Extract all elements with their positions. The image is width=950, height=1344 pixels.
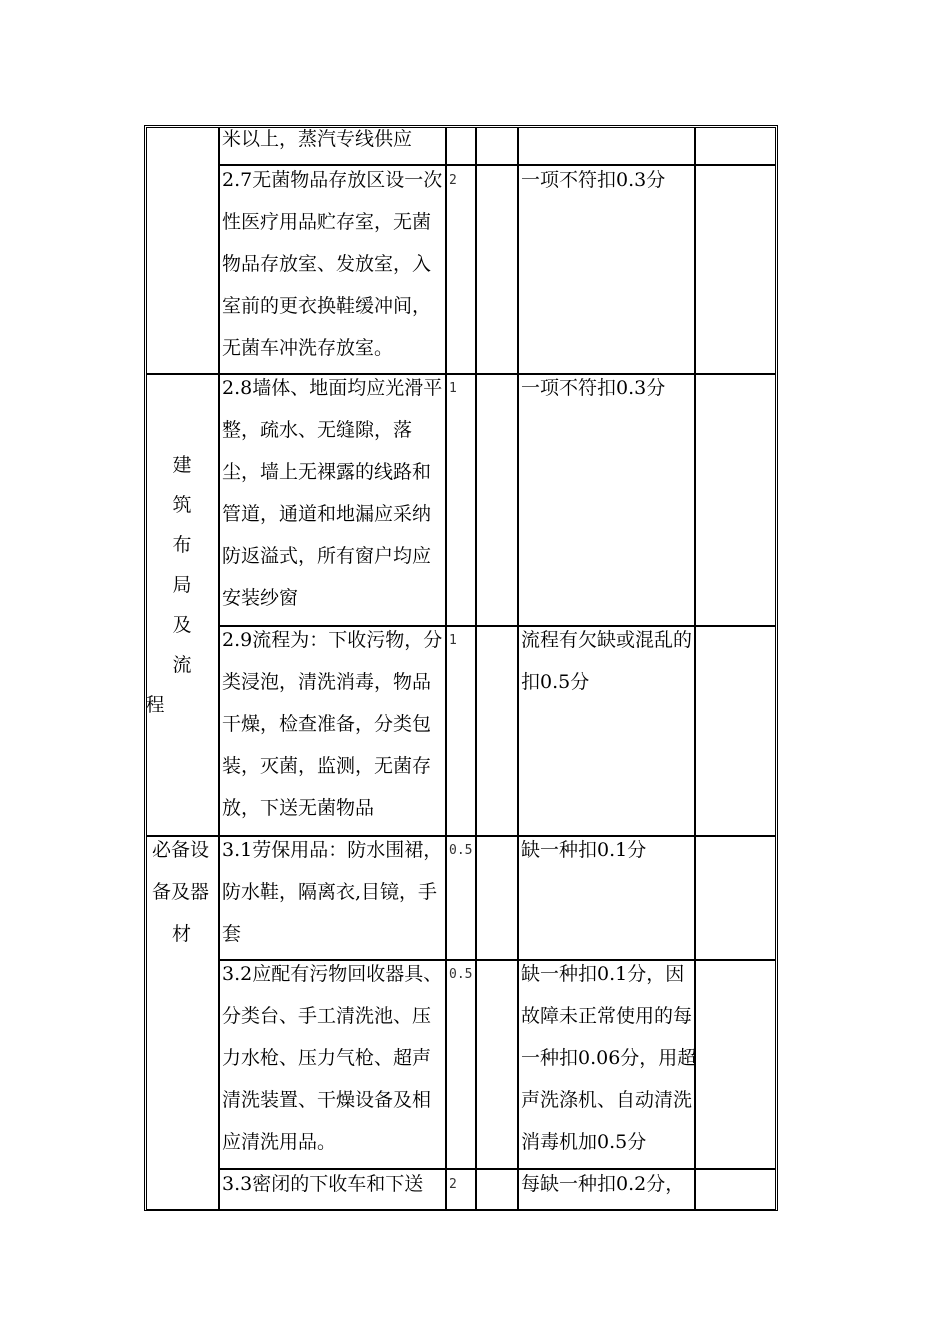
blank-cell bbox=[476, 836, 518, 960]
blank-cell bbox=[476, 1169, 518, 1210]
content-line: 米以上，蒸汽专线供应 bbox=[222, 128, 413, 150]
remark-cell bbox=[695, 374, 776, 626]
score-value: 2 bbox=[449, 1177, 457, 1192]
score-value: 1 bbox=[449, 381, 457, 396]
content-line: 防返溢式，所有窗户均应 bbox=[222, 545, 432, 567]
content-line: 尘，墙上无裸露的线路和 bbox=[222, 461, 432, 483]
blank-cell bbox=[476, 374, 518, 626]
deduction-line: 消毒机加0.5分 bbox=[521, 1131, 647, 1153]
remark-cell bbox=[695, 626, 776, 836]
content-line: 3.1劳保用品：防水围裙， bbox=[222, 839, 443, 861]
content-line: 管道，通道和地漏应采纳 bbox=[222, 503, 432, 525]
deduction-line: 故障未正常使用的每 bbox=[521, 1005, 693, 1027]
blank-cell bbox=[476, 165, 518, 374]
content-line: 2.8墙体、地面均应光滑平 bbox=[222, 377, 443, 399]
category-char: 程 bbox=[145, 694, 165, 716]
category-line: 备及器 bbox=[152, 881, 210, 903]
content-line: 整，疏水、无缝隙，落 bbox=[222, 419, 413, 441]
content-line: 安装纱窗 bbox=[222, 587, 299, 609]
category-char: 布 bbox=[172, 534, 192, 556]
content-line: 装，灭菌，监测，无菌存 bbox=[222, 755, 432, 777]
deduction-line: 扣0.5分 bbox=[521, 671, 590, 693]
score-value: 0.5 bbox=[449, 843, 473, 858]
deduction-cell bbox=[518, 374, 695, 626]
content-line: 2.7无菌物品存放区设一次 bbox=[222, 169, 443, 191]
content-line: 应清洗用品。 bbox=[222, 1131, 337, 1153]
content-line: 无菌车冲洗存放室。 bbox=[222, 337, 394, 359]
deduction-line: 一项不符扣0.3分 bbox=[521, 169, 666, 191]
score-cell bbox=[446, 960, 476, 1169]
score-cell bbox=[446, 127, 476, 165]
content-line: 干燥，检查准备，分类包 bbox=[222, 713, 432, 735]
content-line: 室前的更衣换鞋缓冲间， bbox=[222, 295, 432, 317]
content-line: 放，下送无菌物品 bbox=[222, 797, 375, 819]
blank-cell bbox=[476, 127, 518, 165]
score-value: 2 bbox=[449, 173, 457, 188]
remark-cell bbox=[695, 960, 776, 1169]
deduction-line: 每缺一种扣0.2分， bbox=[521, 1173, 685, 1195]
score-value: 0.5 bbox=[449, 967, 473, 982]
deduction-line: 缺一种扣0.1分，因 bbox=[521, 963, 685, 985]
remark-cell bbox=[695, 836, 776, 960]
category-line: 必备设 bbox=[152, 839, 210, 861]
content-line: 物品存放室、发放室，入 bbox=[222, 253, 432, 275]
content-line: 套 bbox=[222, 923, 242, 945]
blank-cell bbox=[476, 626, 518, 836]
deduction-line: 一种扣0.06分，用超 bbox=[521, 1047, 697, 1069]
content-line: 性医疗用品贮存室，无菌 bbox=[222, 211, 432, 233]
blank-cell bbox=[476, 960, 518, 1169]
deduction-line: 流程有欠缺或混乱的 bbox=[521, 629, 693, 651]
score-cell bbox=[446, 165, 476, 374]
content-line: 3.3密闭的下收车和下送 bbox=[222, 1173, 424, 1195]
content-line: 防水鞋，隔离衣,目镜，手 bbox=[222, 881, 438, 903]
content-line: 类浸泡，清洗消毒，物品 bbox=[222, 671, 432, 693]
deduction-line: 声洗涤机、自动清洗 bbox=[521, 1089, 693, 1111]
category-cell bbox=[146, 127, 219, 374]
category-line: 材 bbox=[172, 923, 192, 945]
content-line: 清洗装置、干燥设备及相 bbox=[222, 1089, 432, 1111]
deduction-line: 缺一种扣0.1分 bbox=[521, 839, 647, 861]
remark-cell bbox=[695, 165, 776, 374]
category-char: 局 bbox=[172, 574, 192, 596]
score-cell bbox=[446, 626, 476, 836]
category-char: 及 bbox=[172, 614, 192, 636]
category-char: 筑 bbox=[172, 494, 192, 516]
content-line: 力水枪、压力气枪、超声 bbox=[222, 1047, 432, 1069]
deduction-line: 一项不符扣0.3分 bbox=[521, 377, 666, 399]
remark-cell bbox=[695, 127, 776, 165]
content-line: 2.9流程为：下收污物，分 bbox=[222, 629, 443, 651]
category-char: 流 bbox=[172, 654, 192, 676]
score-cell bbox=[446, 374, 476, 626]
remark-cell bbox=[695, 1169, 776, 1210]
content-line: 3.2应配有污物回收器具、 bbox=[222, 963, 443, 985]
category-char: 建 bbox=[172, 454, 192, 476]
score-value: 1 bbox=[449, 633, 457, 648]
content-line: 分类台、手工清洗池、压 bbox=[222, 1005, 432, 1027]
